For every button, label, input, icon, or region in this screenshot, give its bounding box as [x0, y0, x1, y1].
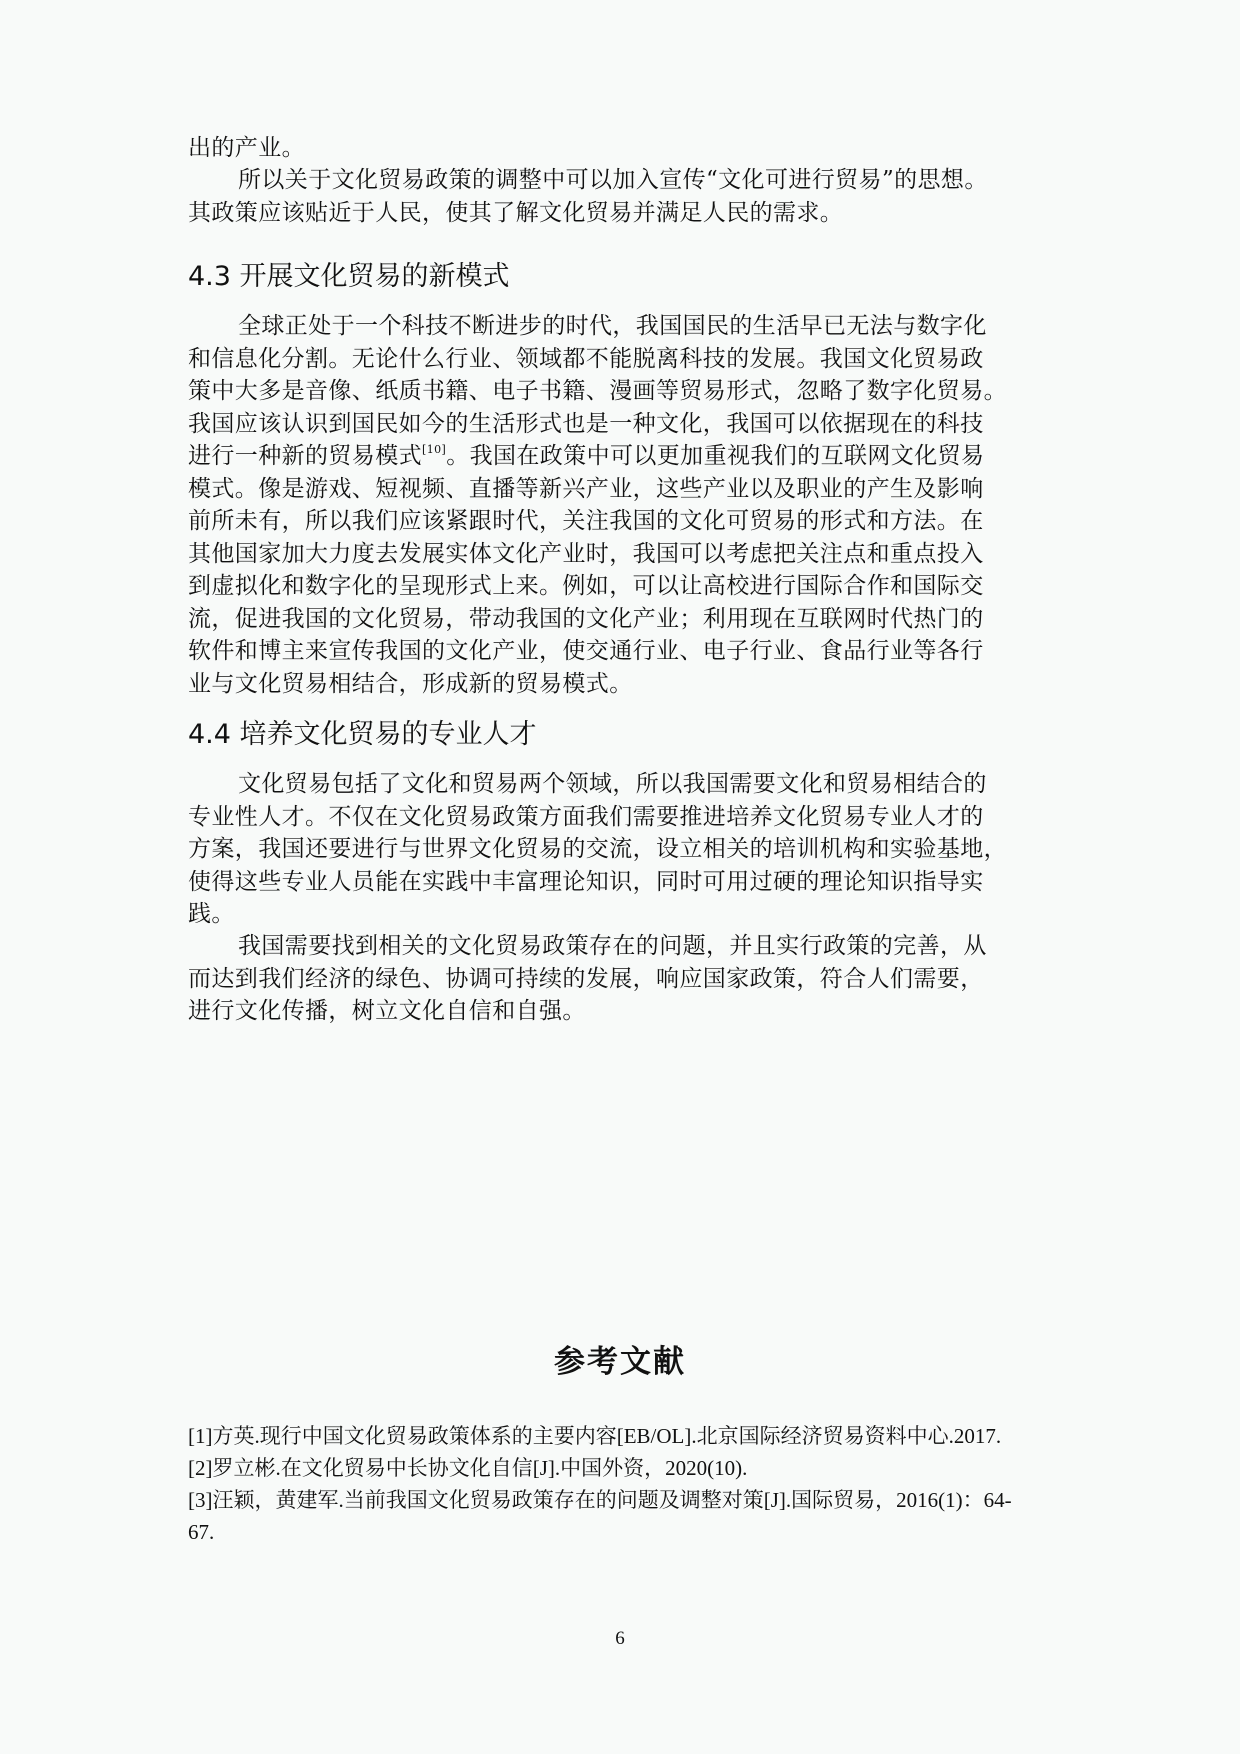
paragraph-4-4-b	[188, 930, 1052, 1028]
references-list	[188, 1420, 1052, 1548]
text-line: 我国需要找到相关的文化贸易政策存在的问题，并且实行政策的完善，从	[238, 933, 987, 959]
paragraph-continuation	[188, 132, 1052, 165]
text-line: 文化贸易包括了文化和贸易两个领域，所以我国需要文化和贸易相结合的	[238, 771, 987, 797]
text-line: 方案，我国还要进行与世界文化贸易的交流，设立相关的培训机构和实验基地，	[188, 836, 1007, 862]
reference-item: [2]罗立彬.在文化贸易中长协文化自信[J].中国外资，2020(10).	[188, 1456, 748, 1480]
text-line: 前所未有，所以我们应该紧跟时代，关注我国的文化可贸易的形式和方法。在	[188, 508, 984, 534]
text-line: 使得这些专业人员能在实践中丰富理论知识，同时可用过硬的理论知识指导实	[188, 868, 984, 895]
text-line: 到虚拟化和数字化的呈现形式上来。例如，可以让高校进行国际合作和国际交	[188, 573, 984, 599]
reference-item: [1]方英.现行中国文化贸易政策体系的主要内容[EB/OL].北京国际经济贸易资料中心.2017.	[188, 1424, 1002, 1448]
text-line: 我国应该认识到国民如今的生活形式也是一种文化，我国可以依据现在的科技	[188, 410, 984, 437]
text-line: 和信息化分割。无论什么行业、领域都不能脱离科技的发展。我国文化贸易政	[188, 345, 984, 372]
citation-link[interactable]: [10]	[422, 443, 447, 456]
section-heading-4-3: 4.3 开展文化贸易的新模式	[188, 261, 510, 292]
text-line: 业与文化贸易相结合，形成新的贸易模式。	[188, 670, 633, 697]
paragraph-policy	[188, 164, 1052, 229]
page-number: 6	[615, 1628, 625, 1649]
text-line: 其他国家加大力度去发展实体文化产业时，我国可以考虑把关注点和重点投入	[188, 540, 984, 567]
text-line: 全球正处于一个科技不断进步的时代，我国国民的生活早已无法与数字化	[238, 313, 987, 339]
paragraph-4-4-a	[188, 768, 1052, 931]
reference-item-continuation: 67.	[188, 1520, 215, 1544]
text-segment: 进行一种新的贸易模式	[188, 443, 422, 469]
text-line-with-citation	[188, 440, 1052, 473]
text-line: 其政策应该贴近于人民，使其了解文化贸易并满足人民的需求。	[188, 199, 844, 226]
text-line: 所以关于文化贸易政策的调整中可以加入宣传“文化可进行贸易”的思想。	[238, 167, 988, 193]
text-line: 而达到我们经济的绿色、协调可持续的发展，响应国家政策，符合人们需要，	[188, 965, 984, 992]
text-line: 专业性人才。不仅在文化贸易政策方面我们需要推进培养文化贸易专业人才的	[188, 803, 984, 830]
text-segment: 。我国在政策中可以更加重视我们的互联网文化贸易	[446, 443, 985, 469]
text-line: 模式。像是游戏、短视频、直播等新兴产业，这些产业以及职业的产生及影响	[188, 475, 984, 502]
paragraph-4-3	[188, 310, 1052, 700]
text-line: 践。	[188, 901, 235, 927]
section-heading-4-4: 4.4 培养文化贸易的专业人才	[188, 719, 537, 750]
text-line: 软件和博主来宣传我国的文化产业，使交通行业、电子行业、食品行业等各行	[188, 638, 984, 664]
text-line: 策中大多是音像、纸质书籍、电子书籍、漫画等贸易形式，忽略了数字化贸易。	[188, 378, 1007, 404]
text-line: 出的产业。	[188, 135, 305, 161]
text-line: 流，促进我国的文化贸易，带动我国的文化产业；利用现在互联网时代热门的	[188, 605, 984, 632]
reference-item: [3]汪颖，黄建军.当前我国文化贸易政策存在的问题及调整对策[J].国际贸易，2016(1)：64-	[188, 1488, 1012, 1512]
references-title: 参考文献	[554, 1344, 686, 1380]
text-line: 进行文化传播，树立文化自信和自强。	[188, 998, 586, 1024]
